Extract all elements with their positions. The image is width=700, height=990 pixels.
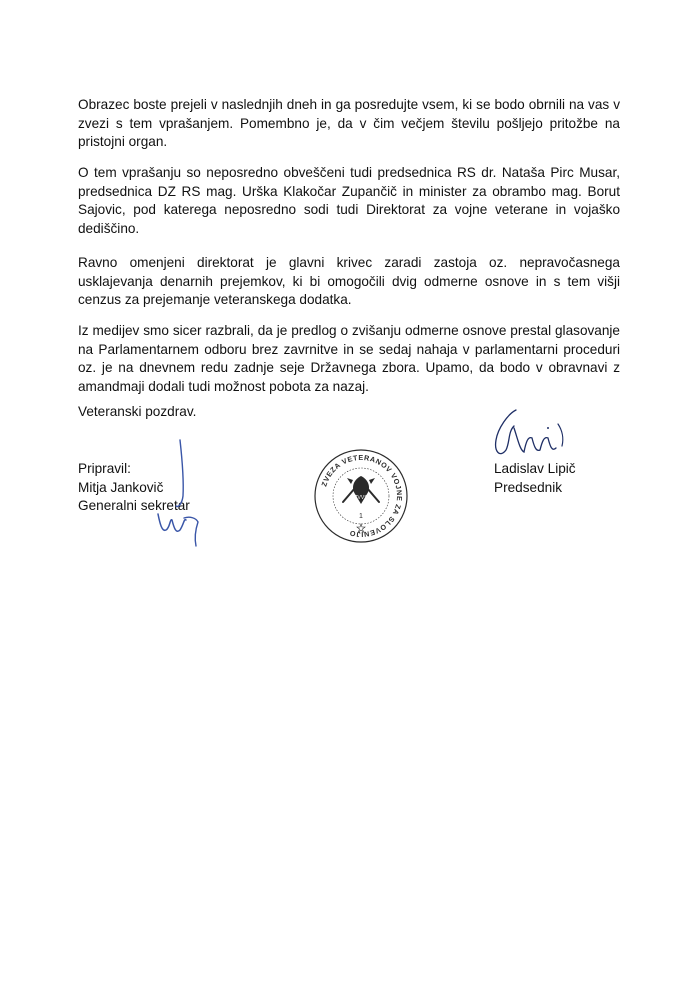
closing-greeting: Veteranski pozdrav. <box>78 404 197 419</box>
signature-lipic <box>478 406 574 466</box>
paragraph-2: O tem vprašanju so neposredno obveščeni tudi predsednica RS dr. Nataša Pirc Musar, predsednica DZ RS mag. Urška Klakočar Zupančič in minister za obrambo mag. Borut Sajovic, pod katerega neposredno sodi tudi Direktorat za vojne veterane in vojaško dediščino. <box>78 165 620 236</box>
prepared-by-label: Pripravil: <box>78 461 131 476</box>
organization-seal <box>313 448 409 544</box>
paragraph-4: Iz medijev smo sicer razbrali, da je predlog o zvišanju odmerne osnove prestal glasovanje na Parlamentarnem odboru brez zavrnitve in se sedaj nahaja v parlamentarni proceduri oz. je na dnevnem redu zadnje seje Državnega zbora. Upamo, da bodo v obravnavi z amandmaji dodali tudi možnost pobota za nazaj. <box>78 323 620 394</box>
seal-emblem-letters: ZVVS <box>354 495 368 501</box>
seal-number: 1 <box>359 513 363 520</box>
prepared-by-title: Generalni sekretar <box>78 498 190 513</box>
signature-jankovic <box>140 438 210 550</box>
signatory-title: Predsednik <box>494 479 563 495</box>
signatory-name: Ladislav Lipič <box>494 461 576 476</box>
paragraph-3: Ravno omenjeni direktorat je glavni krivec zaradi zastoja oz. nepravočasnega usklajevanja denarnih prejemkov, ki bi omogočili dvig odmerne osnove in s tem višji cenzus za prejemanje veteranskega dodatka. <box>78 255 620 307</box>
paragraph-1: Obrazec boste prejeli v naslednjih dneh in ga posredujte vsem, ki se bodo obrnili na vas v zvezi s tem vprašanjem. Pomembno je, da v čim večjem številu pošljejo pritožbe na pristojni organ. <box>78 97 620 149</box>
seal-emblem-icon <box>343 476 379 504</box>
prepared-by-name: Mitja Jankovič <box>78 479 164 495</box>
seal-ring-text: ZVEZA VETERANOV VOJNE ZA SLOVENIJO <box>319 452 405 540</box>
